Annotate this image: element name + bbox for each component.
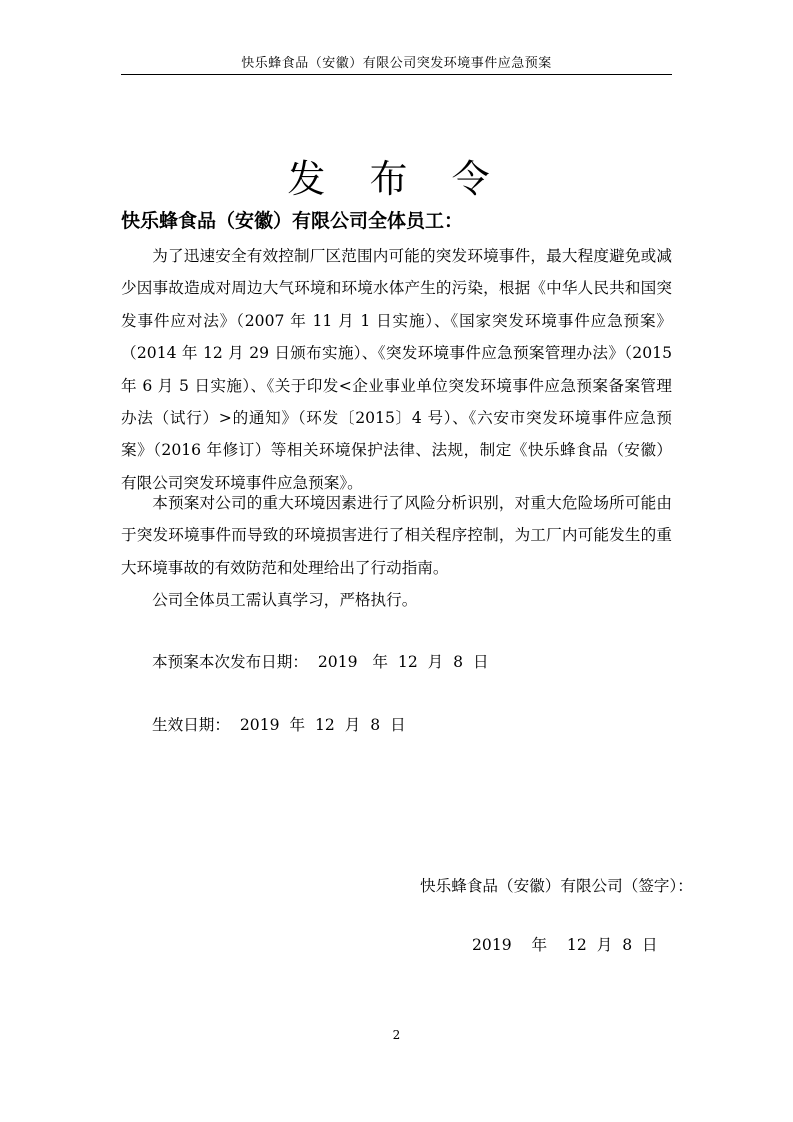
document-title: 发 布 令: [287, 157, 506, 201]
paragraph-text: 本预案对公司的重大环境因素进行了风险分析识别，对重大危险场所可能由于突发环境事件而导致的环境损害进行了相关程序控制，为工厂内可能发生的重大环境事故的有效防范和处理给出了行动指南。: [121, 494, 672, 577]
effective-date: 生效日期： 2019 年 12 月 8 日: [152, 716, 406, 734]
paragraph-text: 公司全体员工需认真学习，严格执行。: [152, 591, 418, 609]
running-header: 快乐蜂食品（安徽）有限公司突发环境事件应急预案: [241, 56, 552, 71]
release-date: 本预案本次发布日期： 2019 年 12 月 8 日: [152, 653, 489, 671]
page-number: 2: [392, 1028, 401, 1042]
paragraph-2: [121, 487, 672, 584]
salutation: 快乐蜂食品（安徽）有限公司全体员工：: [121, 210, 464, 232]
header-divider: [121, 74, 672, 75]
paragraph-3: [121, 584, 672, 616]
paragraph-1: [121, 240, 672, 499]
company-signature: 快乐蜂食品（安徽）有限公司（签字）：: [420, 877, 693, 895]
signature-date: 2019 年 12 月 8 日: [472, 936, 658, 954]
paragraph-text: 为了迅速安全有效控制厂区范围内可能的突发环境事件，最大程度避免或减少因事故造成对周边大气环境和环境水体产生的污染，根据《中华人民共和国突发事件应对法》（2007 年 11 月 1 日实施）、《国家突发环境事件应急预案》（2014 年 12 月 29 日颁布实施）、《突发环境事件应急预案管理办法》（2015 年 6 月 5 日实施）、《关于印发<企业事业单位突发环境事件应急预案备案管理办法（试行）>的通知》（环发〔2015〕4 号）、《六安市突发环境事件应急预案》（2016 年修订）等相关环境保护法律、法规，制定《快乐蜂食品（安徽）有限公司突发环境事件应急预案》。: [121, 247, 672, 492]
